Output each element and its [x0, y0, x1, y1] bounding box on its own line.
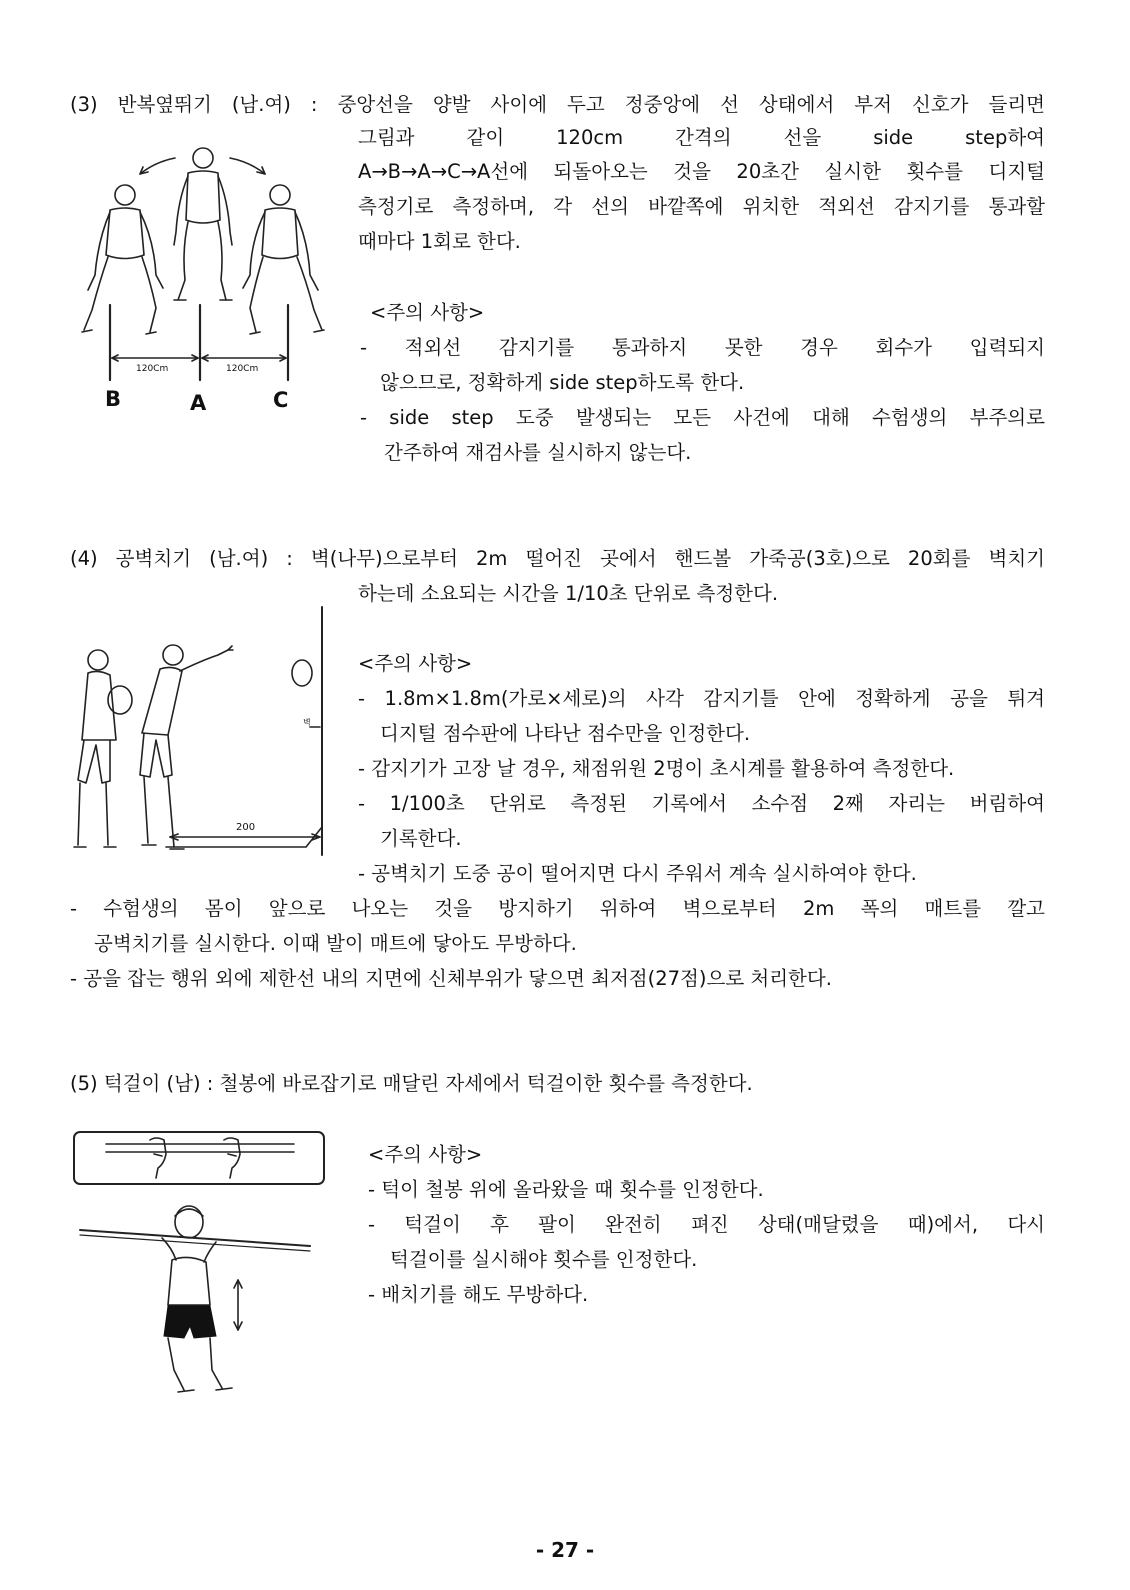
sec4-extra-1-cont: 공벽치기를 실시한다. 이때 발이 매트에 닿아도 무방하다. [94, 932, 577, 955]
sec5-note-2-cont: 턱걸이를 실시해야 횟수를 인정한다. [390, 1248, 698, 1271]
page-number: - 27 - [535, 1538, 595, 1562]
label-a: A [190, 391, 207, 415]
sec5-title: (5) 턱걸이 (남) : 철봉에 바로잡기로 매달린 자세에서 턱걸이한 횟수를 측정한다. [70, 1072, 753, 1095]
sec3-notes-header: <주의 사항> [370, 301, 485, 324]
sec4-note-1: - 1.8m×1.8m(가로×세로)의 사각 감지기틀 안에 정확하게 공을 튀겨 [358, 687, 1045, 710]
sec3-body-3: 측정기로 측정하며, 각 선의 바깥쪽에 위치한 적외선 감지기를 통과할 [358, 195, 1045, 218]
wall-ball-figure [78, 605, 338, 860]
sec3-body-4: 때마다 1회로 한다. [358, 230, 521, 253]
sec5-note-3: - 배치기를 해도 무방하다. [368, 1283, 589, 1306]
sec3-title: (3) 반복옆뛰기 (남.여) : 중앙선을 양발 사이에 두고 정중앙에 선 상태에서 부저 신호가 들리면 [70, 93, 1045, 116]
wall-label: 벽 [303, 718, 311, 727]
sec3-note-2-cont: 간주하여 재검사를 실시하지 않는다. [384, 441, 692, 464]
sec4-note-3-cont: 기록한다. [380, 827, 462, 850]
wall-dist-label: 200 [236, 822, 256, 833]
sec4-notes-header: <주의 사항> [358, 652, 473, 675]
sec3-body-1: 그림과 같이 120cm 간격의 선을 side step하여 [358, 126, 1045, 149]
sec5-note-2: - 턱걸이 후 팔이 완전히 펴진 상태(매달렸을 때)에서, 다시 [368, 1213, 1045, 1236]
sec4-note-3: - 1/100초 단위로 측정된 기록에서 소수점 2째 자리는 버림하여 [358, 792, 1045, 815]
side-step-figure [70, 140, 350, 420]
sec3-note-1: - 적외선 감지기를 통과하지 못한 경우 회수가 입력되지 [360, 336, 1045, 359]
sec4-extra-1: - 수험생의 몸이 앞으로 나오는 것을 방지하기 위하여 벽으로부터 2m 폭의 매트를 깔고 [70, 897, 1045, 920]
sec5-notes-header: <주의 사항> [368, 1143, 483, 1166]
dist-right-label: 120Cm [226, 364, 259, 374]
sec4-body-1: 하는데 소요되는 시간을 1/10초 단위로 측정한다. [358, 582, 779, 605]
sec3-note-1-cont: 않으므로, 정확하게 side step하도록 한다. [380, 371, 745, 394]
label-c: C [273, 388, 289, 412]
dist-left-label: 120Cm [136, 364, 169, 374]
pull-up-figure [72, 1130, 332, 1400]
sec4-extra-2: - 공을 잡는 행위 외에 제한선 내의 지면에 신체부위가 닿으면 최저점(27점)으로 처리한다. [70, 967, 832, 990]
sec4-note-2: - 감지기가 고장 날 경우, 채점위원 2명이 초시계를 활용하여 측정한다. [358, 757, 955, 780]
sec4-note-1-cont: 디지털 점수판에 나타난 점수만을 인정한다. [380, 722, 751, 745]
sec4-note-4: - 공벽치기 도중 공이 떨어지면 다시 주워서 계속 실시하여야 한다. [358, 862, 917, 885]
sec3-note-2: - side step 도중 발생되는 모든 사건에 대해 수험생의 부주의로 [360, 406, 1045, 429]
sec4-title: (4) 공벽치기 (남.여) : 벽(나무)으로부터 2m 떨어진 곳에서 핸드볼 가죽공(3호)으로 20회를 벽치기 [70, 547, 1045, 570]
label-b: B [105, 387, 122, 411]
sec3-body-2: A→B→A→C→A선에 되돌아오는 것을 20초간 실시한 횟수를 디지털 [358, 160, 1045, 183]
sec5-note-1: - 턱이 철봉 위에 올라왔을 때 횟수를 인정한다. [368, 1178, 764, 1201]
